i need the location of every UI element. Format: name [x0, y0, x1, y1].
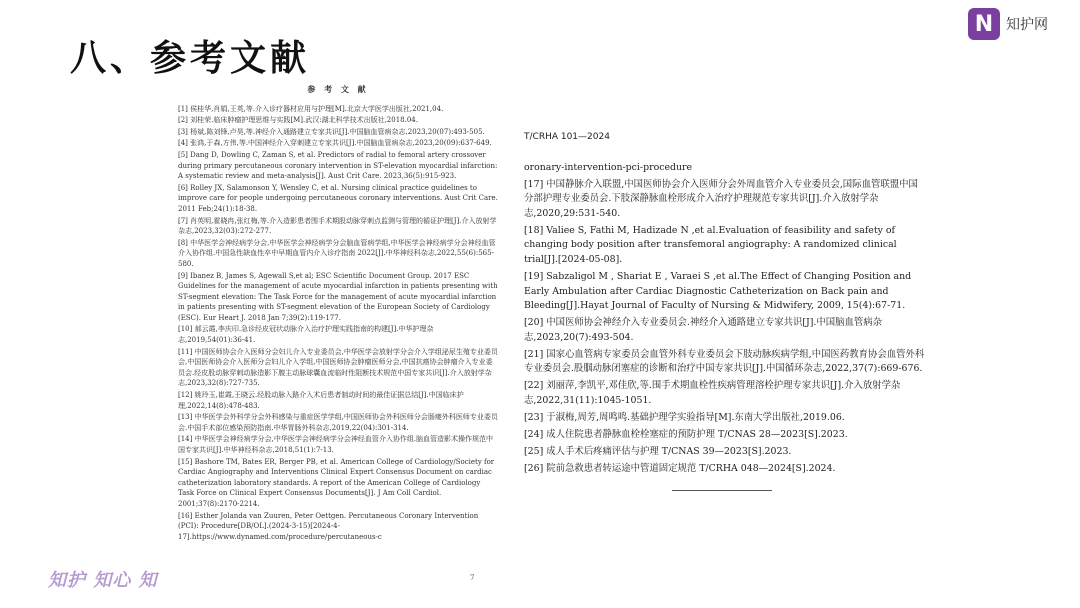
reference-item: [2] 刘桂荣.临床肿瘤护理思维与实践[M].武汉:湖北科学技术出版社,2018.04.: [178, 116, 418, 125]
reference-item: [22] 刘丽萍,李凯平,邓佳欣,等.围手术期血栓性疾病管理溶栓护理专家共识[J].介入放射学杂志,2022,31(11):1045-1051.: [524, 380, 901, 406]
left-reference-list: [178, 104, 498, 543]
standard-code: T/CRHA 101—2024: [524, 132, 610, 142]
reference-item: [21] 国家心血管病专家委员会血管外科专业委员会下肢动脉疾病学组,中国医药教育协会血管外科专业委员会.股腘动脉闭塞症的诊断和治疗中国专家共识[J].中国循环杂志,2022,37(7):669-676.: [524, 348, 925, 375]
reference-item: [9] Ibanez B, James S, Agewall S,et al; ESC Scientific Document Group. 2017 ESC Guidelines for the management of acute myocardial infarction in patients presenting with ST-segment elevation: The Task Force for the management of acute myocardial infarction in patients presenting with ST-segment elevation of the European Society of Cardiology (ESC). Eur Heart J. 2018 Jan 7;39(2):119-177.: [178, 271, 498, 322]
reference-item: [14] 中华医学会神经病学分会,中华医学会神经病学分会神经血管介入协作组.脑血管造影术操作规范中国专家共识[J].中华神经科杂志,2018,51(1):7-13.: [178, 435, 494, 454]
right-reference-page: [524, 130, 926, 491]
reference-item: [23] 于淑梅,周芳,周鸣鸣.基础护理学实验指导[M].东南大学出版社,2019.06.: [524, 411, 845, 423]
reference-item: [12] 姚玲玉,崔霞,王晓云.经股动脉入路介入术后患者制动时间的最佳证据总结[J].中国临床护理,2022,14(8):478-483.: [178, 391, 464, 410]
reference-item: [5] Dang D, Dowling C, Zaman S, et al. Predictors of radial to femoral artery crossover during primary percutaneous coronary intervention in ST-elevation myocardial infarction: A systematic review and meta-analysis[J]. Aust Crit Care. 2023,36(5):915-923.: [178, 150, 498, 181]
references-heading: 参 考 文 献: [307, 84, 369, 94]
reference-continuation: oronary-intervention-pci-procedure: [524, 161, 693, 173]
slide-title: 八、参考文献: [70, 38, 311, 79]
right-reference-list: [524, 178, 926, 477]
reference-item: [8] 中华医学会神经病学分会,中华医学会神经病学分会脑血管病学组,中华医学会神经病学分会神经血管介入协作组.中国急性缺血性卒中早期血管内介入诊疗指南 2022[J].中华神经科杂志,2022,55(6):565-580.: [178, 238, 496, 268]
reference-item: [10] 郝云霞,李庆印.急诊经皮冠状动脉介入治疗护理实践指南的构建[J].中华护理杂志,2019,54(01):36-41.: [178, 325, 434, 345]
reference-item: [11] 中国医师协会介入医师分会妇儿介入专业委员会,中华医学会放射学分会介入学组泌尿生殖专业委员会,中国医师协会介入医师分会妇儿介入学组,中国医师协会肿瘤医师分会,中国抗癌协会肿瘤介入专业委员会.经皮股动脉穿刺动脉造影下腹主动脉球囊血流临时性阻断技术规范中国专家共识[J].介入放射学杂志,2023,32(8):727-735.: [178, 347, 498, 388]
reference-item: [17] 中国静脉介入联盟,中国医师协会介入医师分会外周血管介入专业委员会,国际血管联盟中国分部护理专业委员会.下肢深静脉血栓形成介入治疗护理规范专家共识[J].介入放射学杂志,2020,29:531-540.: [524, 178, 918, 219]
brand-logo-block: [968, 8, 1048, 40]
reference-item: [15] Bashore TM, Bates ER, Berger PB, et al. American College of Cardiology/Society for Cardiac Angiography and Interventions Clinical Expert Consensus Document on cardiac catheterization laboratory standards. A report of the American College of Cardiology Task Force on Clinical Expert Consensus Documents[J]. J Am Coll Cardiol. 2001;37(8):2170-2214.: [178, 457, 495, 508]
reference-item: [18] Valiee S, Fathi M, Hadizade N ,et al.Evaluation of feasibility and safety of changing body position after transfemoral angiography: A randomized clinical trial[J].[2024-05-08].: [524, 224, 897, 265]
brand-logo-icon: N: [968, 8, 1000, 40]
left-reference-page: [178, 84, 498, 543]
reference-item: [16] Esther Jolanda van Zuuren, Peter Oettgen. Percutaneous Coronary Intervention (PCI): Procedure[DB/OL].(2024-3-15)[2024-4-17].https://www.dynamed.com/procedure/percutaneous-c: [178, 511, 479, 541]
footer-slogan: 知护 知心 知: [48, 570, 158, 591]
reference-item: [26] 院前急救患者转运途中管道固定规范 T/CRHA 048—2024[S].2024.: [524, 462, 836, 474]
reference-item: [7] 肖英明,霍晓冉,张红梅,等.介入造影患者围手术期股动脉穿刺点监测与管理的循证护理[J].介入放射学杂志,2023,32(03):272-277.: [178, 216, 497, 236]
end-rule: [672, 490, 772, 491]
reference-item: [19] Sabzaligol M , Shariat E , Varaei S ,et al.The Effect of Changing Position and Early Ambulation after Cardiac Diagnostic Catheterization on Back pain and Bleeding[J].Hayat Journal of Faculty of Nursing & Midwifery, 2009, 15(4):67-71.: [524, 270, 912, 312]
reference-item: [20] 中国医师协会神经介入专业委员会.神经介入通路建立专家共识[J].中国脑血管病杂志,2023,20(7):493-504.: [524, 317, 883, 343]
brand-name: 知护网: [1006, 17, 1048, 33]
reference-item: [24] 成人住院患者静脉血栓栓塞症的预防护理 T/CNAS 28—2023[S].2023.: [524, 428, 848, 440]
reference-item: [4] 张鸿,于森,方伟,等.中国神经介入穿刺建立专家共识[J].中国脑血管病杂志,2023,20(09):637-649.: [178, 139, 492, 148]
reference-item: [3] 杨斌,陈刘锋,卢昊,等.神经介入通路建立专家共识[J].中国脑血管病杂志,2023,20(07):493-505.: [178, 127, 485, 136]
reference-item: [13] 中华医学会外科学分会外科感染与重症医学学组,中国医师协会外科医师分会肠瘘外科医师专业委员会.中国手术部位感染预防指南.中华胃肠外科杂志,2019,22(04):301-314.: [178, 413, 498, 432]
reference-item: [1] 侯桂华,肖娟,王英,等.介入诊疗器材应用与护理[M].北京大学医学出版社,2021,04.: [178, 104, 444, 113]
reference-item: [25] 成人手术后疼痛评估与护理 T/CNAS 39—2023[S].2023.: [524, 445, 792, 457]
reference-item: [6] Rolley JX, Salamonson Y, Wensley C, et al. Nursing clinical practice guidelines to improve care for people undergoing percutaneous coronary interventions. Aust Crit Care. 2011 Feb;24(1):18-38.: [178, 183, 498, 213]
page-number: 7: [470, 574, 475, 582]
